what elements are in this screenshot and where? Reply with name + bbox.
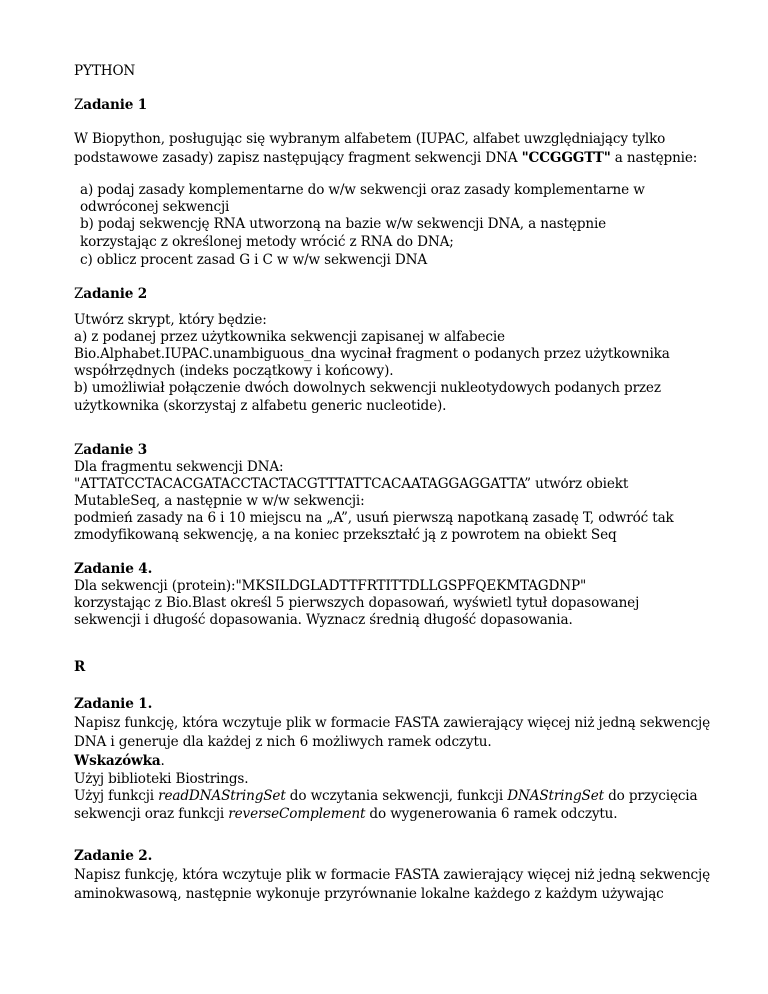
python-task1-line (74, 149, 697, 167)
python-task3-line: podmień zasady na 6 i 10 miejscu na „A”, usuń pierwszą napotkaną zasadę T, odwróć tak (74, 510, 674, 526)
function-name: reverseComplement (228, 806, 366, 822)
python-task1-item-b: b) podaj sekwencję RNA utworzoną na bazie w/w sekwencji DNA, a następnie (80, 216, 607, 232)
python-task2-heading (74, 285, 147, 303)
hint-label: Wskazówka (74, 753, 161, 769)
heading-letter: Z (74, 442, 84, 458)
text-run: a następnie: (610, 150, 698, 166)
python-task1-heading (74, 96, 147, 114)
python-task1-item-b: korzystając z określonej metody wrócić z RNA do DNA; (80, 234, 454, 250)
python-task4-line: korzystając z Bio.Blast określ 5 pierwszych dopasowań, wyświetl tytuł dopasowanej (74, 595, 640, 611)
python-task3-line: MutableSeq, a następnie w w/w sekwencji: (74, 493, 365, 509)
python-task3-heading (74, 441, 147, 459)
heading-letter: Z (74, 97, 84, 113)
python-task2-line: użytkownika (skorzystaj z alfabetu generic nucleotide). (74, 398, 447, 414)
python-task4-line: sekwencji i długość dopasowania. Wyznacz średnią długość dopasowania. (74, 612, 573, 628)
python-task2-line: Bio.Alphabet.IUPAC.unambiguous_dna wycinał fragment o podanych przez użytkownika (74, 346, 670, 362)
python-heading: PYTHON (74, 63, 136, 79)
python-task1-item-a: odwróconej sekwencji (80, 199, 230, 215)
python-task3-line: Dla fragmentu sekwencji DNA: (74, 459, 284, 475)
python-task1-item-c: c) oblicz procent zasad G i C w w/w sekwencji DNA (80, 252, 428, 268)
python-task4-line: Dla sekwencji (protein):"MKSILDGLADTTFRTITTDLLGSPFQEKMTAGDNP" (74, 578, 587, 594)
heading-letter: Z (74, 286, 84, 302)
python-task1-line: W Biopython, posługując się wybranym alfabetem (IUPAC, alfabet uwzględniający tylko (74, 131, 666, 147)
r-heading: R (74, 659, 86, 675)
python-task1-item-a: a) podaj zasady komplementarne do w/w sekwencji oraz zasady komplementarne w (80, 182, 645, 198)
function-name: readDNAStringSet (158, 788, 286, 804)
python-task2-line: a) z podanej przez użytkownika sekwencji zapisanej w alfabecie (74, 329, 505, 345)
python-task2-line: współrzędnych (indeks początkowy i końcowy). (74, 363, 394, 379)
heading-rest: adanie 3 (83, 442, 148, 458)
r-task1-hint (74, 752, 165, 770)
python-task2-line: b) umożliwiał połączenie dwóch dowolnych sekwencji nukleotydowych podanych przez (74, 380, 661, 396)
r-task2-heading: Zadanie 2. (74, 848, 153, 864)
r-task1-line: Napisz funkcję, która wczytuje plik w formacie FASTA zawierający więcej niż jedną sekwencję (74, 715, 710, 731)
heading-rest: adanie 1 (83, 97, 148, 113)
r-task1-line: DNA i generuje dla każdej z nich 6 możliwych ramek odczytu. (74, 734, 492, 750)
text-run: do przycięcia (603, 788, 698, 804)
r-task1-line (74, 787, 697, 805)
heading-rest: adanie 2 (83, 286, 148, 302)
text-run: . (160, 753, 165, 769)
r-task2-line: aminokwasową, następnie wykonuje przyrównanie lokalne każdego z każdym używając (74, 886, 664, 902)
r-task2-line: Napisz funkcję, która wczytuje plik w formacie FASTA zawierający więcej niż jedną sekwencję (74, 867, 710, 883)
r-task1-line (74, 805, 617, 823)
python-task2-line: Utwórz skrypt, który będzie: (74, 312, 267, 328)
python-task4-heading: Zadanie 4. (74, 561, 153, 577)
python-task3-line: "ATTATCCTACACGATACCTACTACGTTTATTCACAATAGGAGGATTA” utwórz obiekt (74, 476, 629, 492)
r-task1-line: Użyj biblioteki Biostrings. (74, 771, 249, 787)
text-run: Użyj funkcji (74, 788, 159, 804)
r-task1-heading: Zadanie 1. (74, 696, 153, 712)
text-run: do wygenerowania 6 ramek odczytu. (365, 806, 618, 822)
dna-sequence: "CCGGGTT" (521, 150, 611, 166)
python-task3-line: zmodyfikowaną sekwencję, a na koniec przekształć ją z powrotem na obiekt Seq (74, 527, 617, 543)
text-run: podstawowe zasady) zapisz następujący fragment sekwencji DNA (74, 150, 522, 166)
text-run: sekwencji oraz funkcji (74, 806, 229, 822)
text-run: do wczytania sekwencji, funkcji (285, 788, 508, 804)
function-name: DNAStringSet (507, 788, 604, 804)
